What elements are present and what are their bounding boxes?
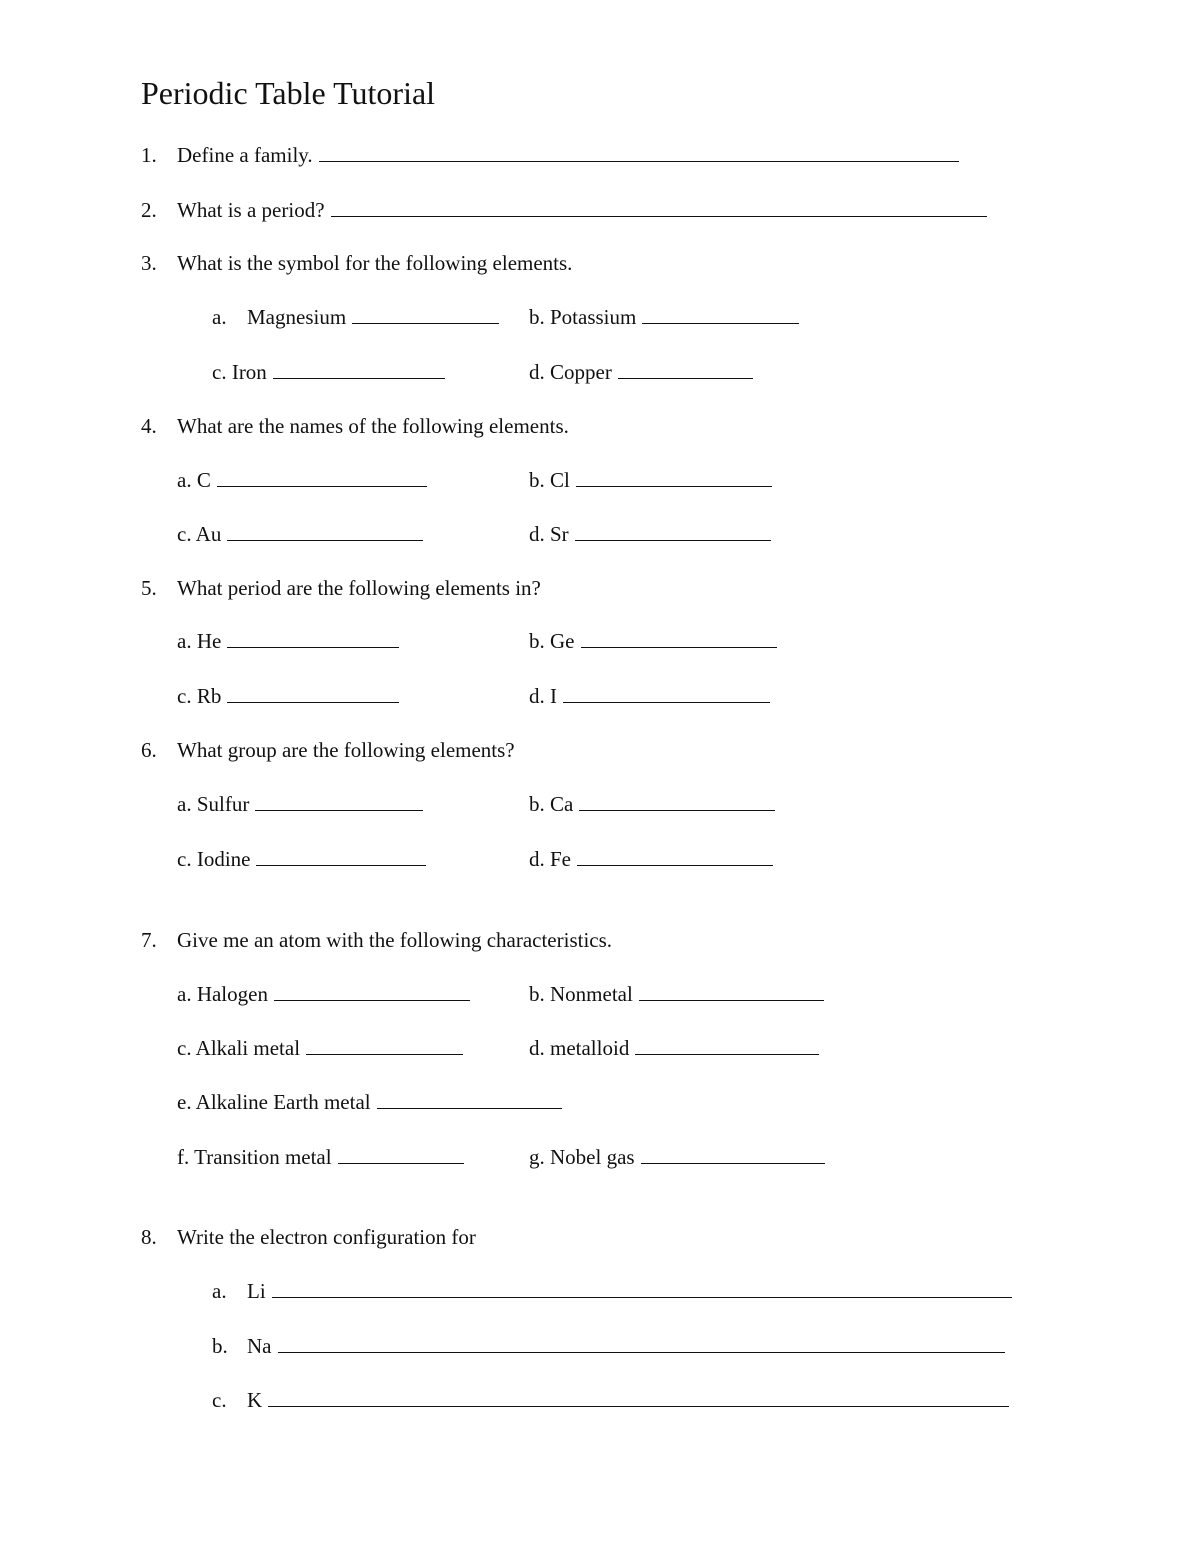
answer-blank-q8c[interactable] [268, 1389, 1009, 1407]
question-7-number: 7. [141, 928, 157, 952]
answer-blank-q7a[interactable] [274, 983, 470, 1001]
q6-item-d [529, 846, 773, 872]
answer-blank-q4c[interactable] [227, 523, 423, 541]
answer-blank-q8b[interactable] [278, 1335, 1005, 1353]
q5-item-c-label: c. Rb [177, 684, 222, 708]
q7-item-d-label: d. metalloid [529, 1036, 630, 1060]
q4-item-c [177, 521, 423, 547]
question-6-text: What group are the following elements? [177, 738, 515, 762]
answer-blank-q5c[interactable] [227, 685, 399, 703]
answer-blank-q8a[interactable] [272, 1280, 1012, 1298]
q7-item-d [529, 1035, 819, 1061]
q7-item-g [529, 1144, 825, 1170]
answer-blank-q3a[interactable] [352, 306, 499, 324]
q7-item-a-label: a. Halogen [177, 982, 268, 1006]
q8-item-b-marker: b. [212, 1334, 228, 1358]
q7-item-b-label: b. Nonmetal [529, 982, 633, 1006]
q7-item-c-label: c. Alkali metal [177, 1036, 301, 1060]
q6-item-c-label: c. Iodine [177, 847, 251, 871]
q3-item-b [529, 304, 799, 330]
q7-item-b [529, 981, 824, 1007]
answer-blank-q6a[interactable] [255, 793, 423, 811]
q8-item-a-label: Li [247, 1279, 266, 1303]
question-1 [177, 142, 959, 168]
q7-item-e-label: e. Alkaline Earth metal [177, 1090, 371, 1114]
q7-item-f [177, 1144, 464, 1170]
question-3-text: What is the symbol for the following elements. [177, 251, 573, 275]
answer-blank-q2[interactable] [331, 199, 987, 217]
q4-item-c-label: c. Au [177, 522, 222, 546]
q5-item-d-label: d. I [529, 684, 557, 708]
answer-blank-q7b[interactable] [639, 983, 824, 1001]
answer-blank-q5b[interactable] [581, 630, 777, 648]
answer-blank-q6d[interactable] [577, 848, 773, 866]
q4-item-d-label: d. Sr [529, 522, 569, 546]
answer-blank-q6c[interactable] [256, 848, 426, 866]
question-6-number: 6. [141, 738, 157, 762]
q5-item-b-label: b. Ge [529, 629, 575, 653]
q5-item-c [177, 683, 399, 709]
q3-item-b-label: b. Potassium [529, 305, 637, 329]
question-2 [177, 197, 987, 223]
question-7-text: Give me an atom with the following characteristics. [177, 928, 613, 952]
question-1-number: 1. [141, 143, 157, 167]
q3-item-d-label: d. Copper [529, 360, 612, 384]
q4-item-d [529, 521, 771, 547]
question-5-text: What period are the following elements in? [177, 576, 541, 600]
answer-blank-q7g[interactable] [641, 1146, 825, 1164]
question-4-text: What are the names of the following elements. [177, 414, 569, 438]
question-4-number: 4. [141, 414, 157, 438]
q4-item-b [529, 467, 772, 493]
answer-blank-q4a[interactable] [217, 469, 427, 487]
q8-item-c-label: K [247, 1388, 263, 1412]
answer-blank-q7f[interactable] [338, 1146, 464, 1164]
q8-item-b [247, 1333, 1005, 1359]
q8-item-b-label: Na [247, 1334, 272, 1358]
question-8-text: Write the electron configuration for [177, 1225, 476, 1249]
q6-item-d-label: d. Fe [529, 847, 571, 871]
answer-blank-q3c[interactable] [273, 361, 445, 379]
q5-item-a [177, 628, 399, 654]
q5-item-a-label: a. He [177, 629, 222, 653]
answer-blank-q7e[interactable] [377, 1091, 562, 1109]
answer-blank-q6b[interactable] [579, 793, 775, 811]
answer-blank-q5a[interactable] [227, 630, 399, 648]
answer-blank-q3b[interactable] [642, 306, 799, 324]
q3-item-d [529, 359, 753, 385]
q7-item-c [177, 1035, 463, 1061]
q8-item-a-marker: a. [212, 1279, 227, 1303]
answer-blank-q4b[interactable] [576, 469, 772, 487]
question-1-text: Define a family. [177, 143, 313, 167]
q6-item-a-label: a. Sulfur [177, 792, 250, 816]
answer-blank-q1[interactable] [319, 144, 959, 162]
question-3-number: 3. [141, 251, 157, 275]
q6-item-a [177, 791, 423, 817]
page-title: Periodic Table Tutorial [141, 75, 436, 111]
q3-item-a [247, 304, 499, 330]
answer-blank-q4d[interactable] [575, 523, 771, 541]
q6-item-b [529, 791, 775, 817]
q4-item-a-label: a. C [177, 468, 211, 492]
q7-item-g-label: g. Nobel gas [529, 1145, 635, 1169]
q3-item-c [212, 359, 445, 385]
q3-item-a-label: Magnesium [247, 305, 347, 329]
q7-item-a [177, 981, 470, 1007]
question-2-number: 2. [141, 198, 157, 222]
q4-item-a [177, 467, 427, 493]
question-5-number: 5. [141, 576, 157, 600]
answer-blank-q3d[interactable] [618, 361, 753, 379]
q8-item-c-marker: c. [212, 1388, 227, 1412]
q3-item-a-marker: a. [212, 305, 227, 329]
question-2-text: What is a period? [177, 198, 325, 222]
q7-item-f-label: f. Transition metal [177, 1145, 332, 1169]
q5-item-b [529, 628, 777, 654]
q4-item-b-label: b. Cl [529, 468, 570, 492]
answer-blank-q5d[interactable] [563, 685, 770, 703]
q6-item-b-label: b. Ca [529, 792, 574, 816]
q8-item-c [247, 1387, 1009, 1413]
q6-item-c [177, 846, 426, 872]
answer-blank-q7c[interactable] [306, 1037, 463, 1055]
answer-blank-q7d[interactable] [635, 1037, 819, 1055]
q3-item-c-label: c. Iron [212, 360, 267, 384]
q5-item-d [529, 683, 770, 709]
q8-item-a [247, 1278, 1012, 1304]
question-8-number: 8. [141, 1225, 157, 1249]
q7-item-e [177, 1089, 562, 1115]
